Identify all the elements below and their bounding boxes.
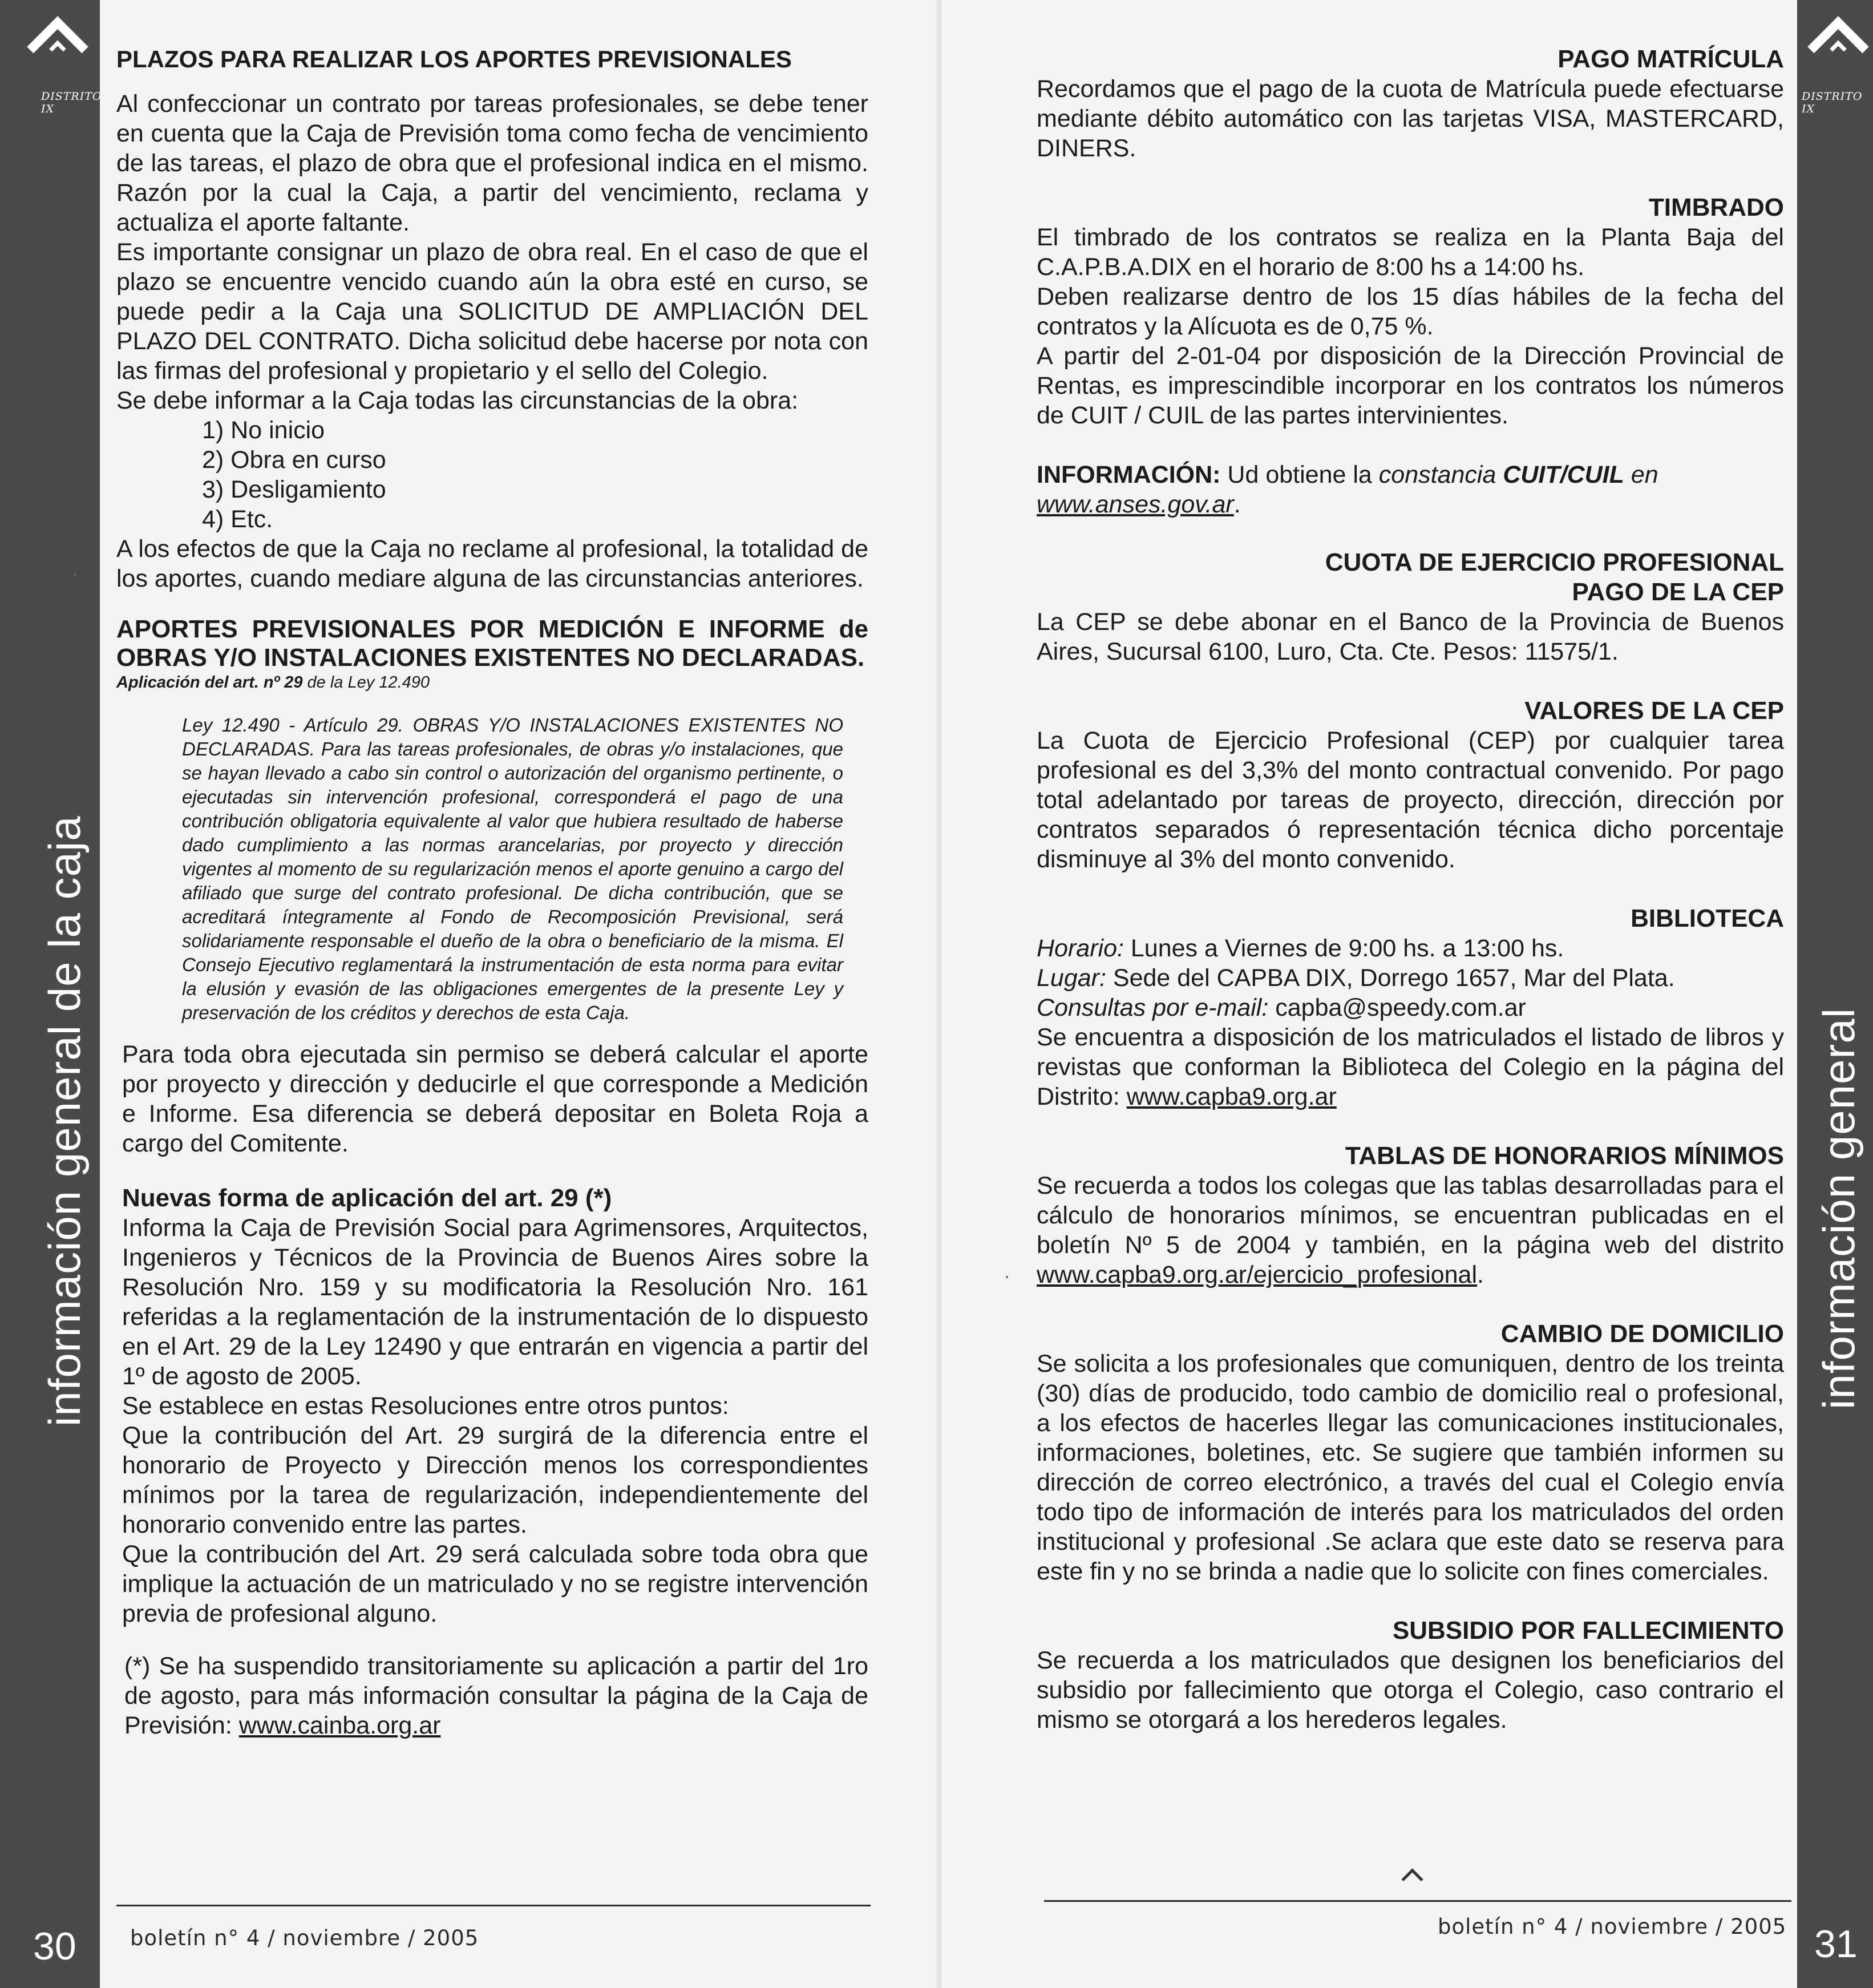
left-column — [116, 45, 868, 1740]
cainba-link[interactable]: www.cainba.org.ar — [238, 1712, 441, 1739]
nuevas-paragraph-3: Que la contribución del Art. 29 surgirá de la diferencia entre el honorario de Proyecto y Dirección menos los correspondientes mínimos por la tarea de regularización, independientemente del honorario convenido entre las partes. — [122, 1422, 868, 1538]
tablas-paragraph — [1037, 1171, 1784, 1290]
plazos-paragraph-4: A los efectos de que la Caja no reclame al profesional, la totalidad de los aportes, cuando mediare alguna de las circunstancias anteriores. — [116, 535, 868, 592]
plazos-heading: PLAZOS PARA REALIZAR LOS APORTES PREVISIONALES — [116, 46, 792, 72]
timbrado-heading: TIMBRADO — [1648, 193, 1784, 221]
circumstances-list — [116, 415, 868, 534]
lugar-label: Lugar: — [1037, 964, 1106, 992]
biblioteca-horario — [1037, 934, 1784, 963]
subsidio-paragraph: Se recuerda a los matriculados que designen los beneficiarios del subsidio por fallecimiento que otorga el Colegio, caso contrario el mismo se otorgará a los herederos legales. — [1037, 1647, 1784, 1734]
footer-rule — [116, 1905, 871, 1906]
aportes-paragraph: Para toda obra ejecutada sin permiso se deberá calcular el aporte por proyecto y dirección y deducirle el que corresponde a Medición e Informe. Esa diferencia se deberá depositar en Boleta Roja a cargo del Comitente. — [122, 1041, 868, 1157]
distrito-logo-icon — [27, 16, 88, 77]
horario-label: Horario: — [1037, 935, 1124, 962]
right-side-band — [1797, 0, 1873, 1988]
right-column — [1037, 45, 1784, 1735]
scan-speck — [1006, 1276, 1008, 1278]
side-section-label: información general — [1814, 1007, 1864, 1409]
page-number: 31 — [1814, 1922, 1858, 1966]
list-item: 4) Etc. — [202, 506, 273, 533]
nuevas-heading: Nuevas forma de aplicación del art. 29 (*) — [122, 1184, 612, 1212]
tablas-end: . — [1477, 1261, 1484, 1288]
consultas-label: Consultas por e-mail: — [1037, 994, 1269, 1021]
footer-rule — [1044, 1900, 1791, 1902]
pago-matricula-paragraph: Recordamos que el pago de la cuota de Matrícula puede efectuarse mediante débito automático con las tarjetas VISA, MASTERCARD, DINERS. — [1037, 75, 1784, 162]
left-side-band — [0, 0, 100, 1988]
ejercicio-profesional-link[interactable]: www.capba9.org.ar/ejercicio_profesional — [1037, 1261, 1478, 1288]
page-number: 30 — [33, 1925, 76, 1968]
law-quote: Ley 12.490 - Artículo 29. OBRAS Y/O INSTALACIONES EXISTENTES NO DECLARADAS. Para las tareas profesionales, de obras y/o instalaciones, que se hayan llevado a cabo sin control o autorización del organismo pertinente, o ejecutadas sin intervención profesional, corresponderá el pago de una contribución obligatoria equivalente al valor que hubiera resultado de haberse dado cumplimiento a las normas arancelarias, por proyecto y dirección vigentes al momento de su regularización menos el aporte genuino a cargo del afiliado que surge del contrato profesional. De dicha contribución, que se acreditará íntegramente al Fondo de Recomposición Previsional, será solidariamente responsable el dueño de la obra o beneficiario de la misma. El Consejo Ejecutivo reglamentará la instrumentación de esta norma para evitar la elusión y evasión de las obligaciones emergentes de la presente Ley y preservación de los créditos y derechos de esta Caja. — [182, 714, 843, 1023]
biblioteca-paragraph — [1037, 1023, 1784, 1112]
valores-heading: VALORES DE LA CEP — [1524, 697, 1784, 725]
nuevas-paragraph-4: Que la contribución del Art. 29 será calculada sobre toda obra que implique la actuación de un matriculado y no se registre intervención previa de profesional alguno. — [122, 1541, 868, 1627]
list-item: 3) Desligamiento — [202, 476, 386, 503]
valores-paragraph: La Cuota de Ejercicio Profesional (CEP) por cualquier tarea profesional es del 3,3% del monto contractual convenido. Por pago total adelantado por tareas de proyecto, dirección, dirección por contratos separados ó representación técnica dicho porcentaje disminuye al 3% del monto convenido. — [1037, 727, 1784, 873]
footer-text: boletín n° 4 / noviembre / 2005 — [1438, 1914, 1787, 1939]
right-page — [941, 0, 1873, 1988]
informacion-label: INFORMACIÓN: — [1037, 461, 1221, 488]
cep-subheading: PAGO DE LA CEP — [1572, 578, 1784, 606]
plazos-paragraph-1: Al confeccionar un contrato por tareas profesionales, se debe tener en cuenta que la Caja de Previsión toma como fecha de vencimiento de las tareas, el plazo de obra que el profesional indica en el mismo. Razón por la cual la Caja, a partir del vencimiento, reclama y actualiza el aporte faltante. — [116, 90, 868, 236]
consultas-email[interactable]: capba@speedy.com.ar — [1275, 994, 1526, 1021]
cep-paragraph: La CEP se debe abonar en el Banco de la Provincia de Buenos Aires, Sucursal 6100, Luro, Cta. Cte. Pesos: 11575/1. — [1037, 608, 1784, 665]
aportes-subheading — [116, 672, 868, 693]
informacion-cuit: CUIT/CUIL — [1503, 461, 1624, 488]
lugar-value: Sede del CAPBA DIX, Dorrego 1657, Mar del Plata. — [1113, 964, 1675, 992]
aportes-heading: APORTES PREVISIONALES POR MEDICIÓN E INFORME de OBRAS Y/O INSTALACIONES EXISTENTES NO DECLARADAS. — [116, 615, 868, 672]
tablas-heading: TABLAS DE HONORARIOS MÍNIMOS — [1345, 1142, 1784, 1170]
subsidio-heading: SUBSIDIO POR FALLECIMIENTO — [1392, 1617, 1784, 1644]
aportes-subheading-rest: de la Ley 12.490 — [307, 673, 430, 692]
biblioteca-lugar — [1037, 963, 1784, 993]
nuevas-note — [124, 1651, 868, 1740]
small-logo-icon — [1401, 1868, 1423, 1890]
capba9-link[interactable]: www.capba9.org.ar — [1126, 1083, 1337, 1110]
list-item: 1) No inicio — [202, 417, 325, 444]
side-section-label: información general de la caja — [39, 815, 90, 1427]
timbrado-paragraph-1: El timbrado de los contratos se realiza en la Planta Baja del C.A.P.B.A.DIX en el horario de 8:00 hs a 14:00 hs. — [1037, 224, 1784, 281]
list-item: 2) Obra en curso — [202, 446, 386, 474]
aportes-subheading-bold: Aplicación del art. nº 29 — [116, 673, 303, 692]
informacion-constancia: constancia — [1378, 461, 1496, 488]
nuevas-paragraph-2: Se establece en estas Resoluciones entre otros puntos: — [122, 1392, 729, 1420]
plazos-paragraph-3: Se debe informar a la Caja todas las circunstancias de la obra: — [116, 387, 799, 414]
domicilio-paragraph: Se solicita a los profesionales que comuniquen, dentro de los treinta (30) días de producido, todo cambio de domicilio real o profesional, a los efectos de hacerles llegar las comunicaciones institucionales, informaciones, boletines, etc. Se sugiere que también informen su dirección de correo electrónico, a través del cual el Colegio envía todo tipo de información de interés para los matriculados del orden institucional y profesional .Se aclara que este dato se reserva para este fin y no se brinda a nadie que lo solicite con fines comerciales. — [1037, 1350, 1784, 1585]
tablas-text: Se recuerda a todos los colegas que las tablas desarrolladas para el cálculo de honorarios mínimos, se encuentran publicadas en el boletín Nº 5 de 2004 y también, en la página web del distrito — [1037, 1172, 1784, 1259]
informacion-text: Ud obtiene la — [1227, 461, 1372, 488]
nuevas-paragraph-1: Informa la Caja de Previsión Social para Agrimensores, Arquitectos, Ingenieros y Técnicos de la Provincia de Buenos Aires sobre la Resolución Nro. 159 y su modificatoria la Resolución Nro. 161 referidas a la reglamentación de la instrumentación de lo dispuesto en el Art. 29 de la Ley 12490 y que entrarán en vigencia a partir del 1º de agosto de 2005. — [122, 1214, 868, 1390]
biblioteca-consultas — [1037, 993, 1784, 1023]
biblioteca-heading: BIBLIOTECA — [1631, 904, 1784, 932]
plazos-paragraph-2: Es importante consignar un plazo de obra real. En el caso de que el plazo se encuentre vencido cuando aún la obra esté en curso, se puede pedir a la Caja una SOLICITUD DE AMPLIACIÓN DEL PLAZO DEL CONTRATO. Dicha solicitud debe hacerse por nota con las firmas del profesional y propietario y el sello del Colegio. — [116, 239, 868, 385]
logo-caption: DISTRITO IX — [41, 90, 102, 115]
informacion-paragraph — [1037, 460, 1784, 519]
pago-matricula-heading: PAGO MATRÍCULA — [1558, 45, 1784, 73]
informacion-end: . — [1233, 491, 1241, 518]
cep-heading: CUOTA DE EJERCICIO PROFESIONAL — [1325, 548, 1784, 576]
logo-caption: DISTRITO IX — [1802, 90, 1863, 115]
footer-text: boletín n° 4 / noviembre / 2005 — [130, 1926, 479, 1950]
timbrado-paragraph-3: A partir del 2-01-04 por disposición de la Dirección Provincial de Rentas, es imprescindible incorporar en los contratos los números de CUIT / CUIL de las partes intervinientes. — [1037, 342, 1784, 429]
scan-speck — [74, 573, 76, 576]
distrito-logo-icon — [1807, 16, 1868, 77]
nuevas-note-text: (*) Se ha suspendido transitoriamente su aplicación a partir del 1ro de agosto, para más información consultar la página de la Caja de Previsión: — [124, 1652, 868, 1739]
informacion-en: en — [1631, 461, 1658, 488]
horario-value: Lunes a Viernes de 9:00 hs. a 13:00 hs. — [1130, 935, 1564, 962]
biblioteca-text: Se encuentra a disposición de los matriculados el listado de libros y revistas que conforman la Biblioteca del Colegio en la página del Distrito: — [1037, 1024, 1784, 1110]
anses-link[interactable]: www.anses.gov.ar — [1037, 491, 1234, 518]
timbrado-paragraph-2: Deben realizarse dentro de los 15 días hábiles de la fecha del contratos y la Alícuota es de 0,75 %. — [1037, 283, 1784, 340]
domicilio-heading: CAMBIO DE DOMICILIO — [1500, 1320, 1784, 1348]
